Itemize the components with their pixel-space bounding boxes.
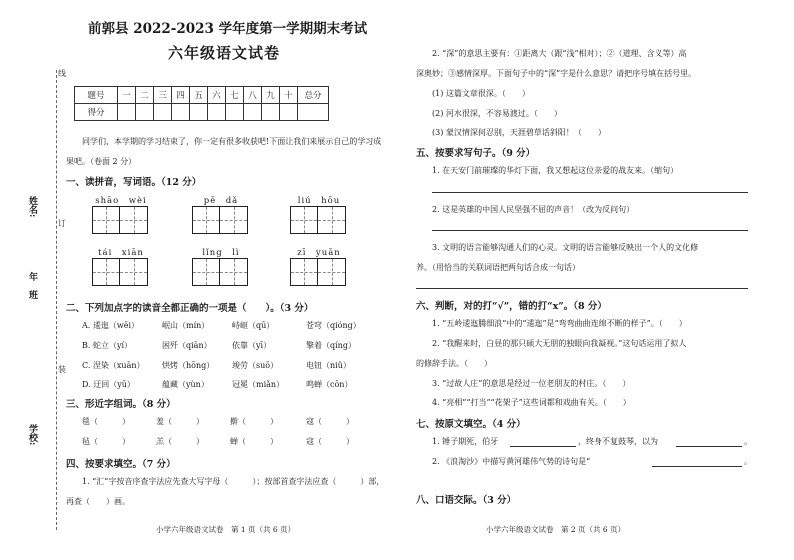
score-input-cell[interactable]: [262, 104, 280, 121]
option-c-word: 竣劳（suō）: [232, 361, 279, 370]
option-d-word: 冠冕（miǎn）: [232, 380, 285, 389]
right-q2-text: 2. “深”的意思主要有：①距离大（跟“浅”相对）；②（道理、含义等）高: [432, 49, 687, 58]
q6-item: 的修辞手法。（ ）: [416, 359, 492, 368]
q7-fill-blank[interactable]: [510, 446, 576, 447]
word-group-item[interactable]: 毡（ ）: [82, 437, 130, 446]
exam-subtitle: 六年级语文试卷: [168, 44, 281, 62]
binding-line-char: 订: [58, 219, 66, 228]
q7-fill-blank[interactable]: [676, 446, 742, 447]
pinyin-text: tái xiān: [98, 248, 144, 258]
score-cell: 一: [118, 87, 136, 104]
option-a-word: 苍穹（qióng）: [306, 321, 361, 330]
word-group-item[interactable]: 羔（ ）: [156, 437, 204, 446]
score-table-header-row: [75, 87, 329, 104]
char-box[interactable]: [220, 258, 248, 286]
char-box[interactable]: [318, 258, 346, 286]
pinyin-text: zī yuān: [297, 248, 341, 258]
binding-school-label: 学校:: [27, 424, 37, 446]
binding-line-char: 装: [58, 365, 66, 374]
char-box[interactable]: [192, 206, 220, 234]
option-a-word: 岷山（mín）: [162, 321, 210, 330]
q7-item-text: ，终身不复鼓琴，以为: [578, 437, 658, 446]
score-cell: 七: [226, 87, 244, 104]
section-title-q5: 五、按要求写句子。（9 分）: [416, 148, 536, 159]
score-input-cell[interactable]: [136, 104, 154, 121]
answer-line[interactable]: [432, 192, 748, 193]
score-cell: 六: [208, 87, 226, 104]
option-a-word: 峙岖（qū）: [232, 321, 275, 330]
option-c-word: 烘烤（hōng）: [162, 361, 215, 370]
q5-item: 3. 文明的语言能够沟通人们的心灵。文明的语言能够反映出一个人的文化修: [432, 243, 699, 252]
score-table-score-row: [75, 104, 329, 121]
score-cell: 得分: [75, 104, 118, 121]
pinyin-item: [192, 246, 250, 288]
q7-item-text: 。: [744, 457, 752, 466]
binding-name-label: 姓名:: [27, 196, 37, 218]
right-q2-text: 深奥妙；③感情深厚。下面句子中的“深”字是什么意思？请把序号填在括号里。: [416, 69, 697, 78]
q5-item: 1. 在天安门前璀璨的华灯下面，我又想起这位亲爱的战友来。（缩句）: [432, 166, 679, 175]
right-q2-item: (3) 蒙汉情深何忍别，天涯碧草话斜阳！（ ）: [432, 128, 606, 137]
score-cell: 九: [262, 87, 280, 104]
q7-fill-blank[interactable]: [652, 466, 742, 467]
q5-item: 养。（用恰当的关联词语把两句话合成一句话）: [416, 263, 580, 272]
q4-item-text: 再查（ ）画。: [66, 497, 130, 506]
word-group-item[interactable]: 蝉（ ）: [230, 437, 278, 446]
option-d-word: 鸣蝉（cōn）: [306, 380, 353, 389]
option-b-word: 困歼（qiān）: [162, 341, 212, 350]
score-cell: 二: [136, 87, 154, 104]
score-input-cell[interactable]: [244, 104, 262, 121]
char-box[interactable]: [220, 206, 248, 234]
word-group-item[interactable]: 寇（ ）: [306, 437, 354, 446]
answer-line[interactable]: [416, 288, 748, 289]
section-title-q8: 八、口语交际。（3 分）: [416, 495, 517, 506]
score-input-cell[interactable]: [154, 104, 172, 121]
char-box[interactable]: [290, 206, 318, 234]
word-group-item[interactable]: 羞（ ）: [156, 417, 204, 426]
option-c-word: 电钮（niǔ）: [306, 361, 351, 370]
q6-item: 3. “过故人庄”的意思是经过一位老朋友的村庄。（ ）: [432, 379, 631, 388]
char-box[interactable]: [318, 206, 346, 234]
q7-item-text: 1. 锤子期死，伯牙: [432, 437, 499, 446]
score-cell: 四: [172, 87, 190, 104]
q6-item: 1. “五岭逶迤腾细浪”中的“逶迤”是“弯弯曲曲连绵不断的样子”。（ ）: [432, 319, 687, 328]
binding-grade-label: 年 班: [27, 272, 37, 299]
score-input-cell[interactable]: [226, 104, 244, 121]
pinyin-item: [290, 194, 348, 236]
score-input-cell[interactable]: [118, 104, 136, 121]
pinyin-item: [92, 246, 150, 288]
option-a-word: A. 逶迤（wēi）: [82, 321, 140, 330]
score-cell: 八: [244, 87, 262, 104]
binding-dashed-line: [56, 70, 57, 530]
score-input-cell[interactable]: [298, 104, 329, 121]
option-d-word: 蕴藏（yùn）: [162, 380, 209, 389]
option-c-word: C. 涅染（xuān）: [82, 361, 145, 370]
char-box[interactable]: [120, 258, 148, 286]
q6-item: 4. “亮相”“打当”“花架子”这些词都和戏曲有关。（ ）: [432, 398, 631, 407]
section-title-q4: 四、按要求填空。（7 分）: [66, 459, 176, 470]
score-table: [74, 86, 329, 121]
page-footer-left: 小学六年级语文试卷 第 1 页（共 6 页）: [156, 525, 296, 534]
char-box[interactable]: [120, 206, 148, 234]
score-cell: 五: [190, 87, 208, 104]
section-title-q3: 三、形近字组词。（8 分）: [66, 399, 176, 410]
option-b-word: B. 蛇立（yí）: [82, 341, 133, 350]
pinyin-item: [290, 246, 348, 288]
pinyin-text: liú hōu: [297, 196, 341, 206]
q6-item: 2. “我醒来时，白昼的那只硕大无朋的独眼向我凝视。”这句话运用了拟人: [432, 339, 687, 348]
word-group-item[interactable]: 擀（ ）: [230, 417, 278, 426]
pinyin-item: [192, 194, 250, 236]
char-box[interactable]: [290, 258, 318, 286]
right-q2-item: (2) 河水很深，不容易渡过。（ ）: [432, 109, 562, 118]
page-footer-right: 小学六年级语文试卷 第 2 页（共 6 页）: [486, 525, 626, 534]
binding-line-char: 线: [58, 69, 66, 78]
q7-item-text: 2. 《浪淘沙》中描写黄河雄伟气势的诗句是“: [432, 457, 591, 466]
score-cell: 十: [280, 87, 298, 104]
option-d-word: D. 迂回（yū）: [82, 380, 135, 389]
q7-item-text: 。: [744, 437, 752, 446]
intro-text: 同学们，本学期的学习结束了，你一定有很多收获吧!下面让我们来展示自己的学习成: [82, 137, 382, 146]
char-box[interactable]: [92, 206, 120, 234]
option-b-word: 擎着（qíng）: [306, 341, 356, 350]
section-title-q6: 六、判断，对的打“√”，错的打“x”。（8 分）: [416, 301, 607, 312]
score-input-cell[interactable]: [190, 104, 208, 121]
section-title-q1: 一、读拼音，写词语。（12 分）: [66, 177, 202, 188]
pinyin-text: pē dǎ: [203, 196, 239, 206]
pinyin-text: lǐng lì: [202, 248, 240, 258]
score-cell: 题号: [75, 87, 118, 104]
intro-text: 果吧。（卷面 2 分）: [66, 157, 137, 166]
score-cell: 三: [154, 87, 172, 104]
exam-title: 前郭县 2022-2023 学年度第一学期期末考试: [88, 21, 368, 37]
word-group-item[interactable]: 寇（ ）: [306, 417, 354, 426]
q4-item-text: 1. “汇”字按音序查字法应先查大写字母（ ）；按部首查字法应查（ ）部，: [82, 477, 385, 486]
pinyin-item: [92, 194, 150, 236]
score-input-cell[interactable]: [172, 104, 190, 121]
score-input-cell[interactable]: [208, 104, 226, 121]
char-box[interactable]: [192, 258, 220, 286]
answer-line[interactable]: [432, 230, 748, 231]
score-input-cell[interactable]: [280, 104, 298, 121]
q5-item: 2. 这是英雄的中国人民坚强不屈的声音！（改为反问句）: [432, 205, 635, 214]
right-q2-item: (1) 这篇文章很深。（ ）: [432, 89, 530, 98]
section-title-q2: 二、下列加点字的读音全都正确的一项是（ ）。（3 分）: [66, 303, 314, 314]
char-box[interactable]: [92, 258, 120, 286]
pinyin-text: shāo wèi: [95, 196, 147, 206]
option-b-word: 依靠（yī）: [232, 341, 272, 350]
word-group-item[interactable]: 毯（ ）: [82, 417, 130, 426]
section-title-q7: 七、按原文填空。（4 分）: [416, 419, 526, 430]
score-cell: 总分: [298, 87, 329, 104]
